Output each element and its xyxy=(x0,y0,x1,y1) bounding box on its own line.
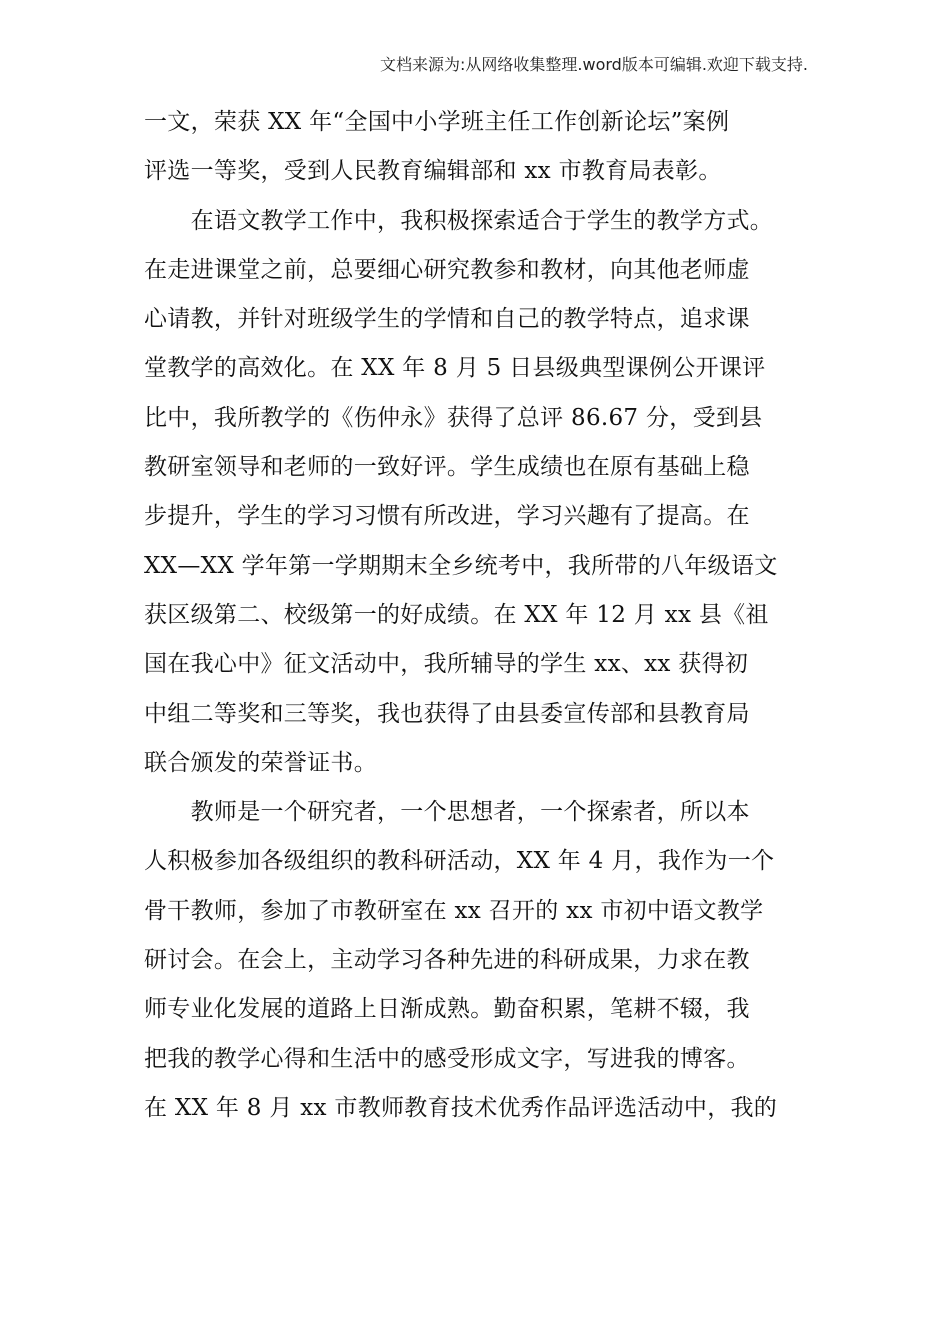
text-line: XX—XX 学年第一学期期末全乡统考中，我所带的八年级语文 xyxy=(144,552,778,579)
text-line: 一文，荣获 XX 年“全国中小学班主任工作创新论坛”案例 xyxy=(144,109,730,135)
text-line: 获区级第二、校级第一的好成绩。在 XX 年 12 月 xx 县《祖 xyxy=(144,601,769,628)
text-line: 在 XX 年 8 月 xx 市教师教育技术优秀作品评选活动中，我的 xyxy=(144,1094,778,1121)
text-line: 人积极参加各级组织的教科研活动，XX 年 4 月，我作为一个 xyxy=(144,848,775,875)
text-line: 步提升，学生的学习习惯有所改进，学习兴趣有了提高。在 xyxy=(144,503,750,530)
text-line: 教师是一个研究者，一个思想者，一个探索者，所以本 xyxy=(144,799,750,826)
text-line: 堂教学的高效化。在 XX 年 8 月 5 日县级典型课例公开课评 xyxy=(144,355,766,382)
text-line: 心请教，并针对班级学生的学情和自己的教学特点，追求课 xyxy=(144,306,750,333)
text-line: 联合颁发的荣誉证书。 xyxy=(144,749,377,776)
text-line: 教研室领导和老师的一致好评。学生成绩也在原有基础上稳 xyxy=(144,454,750,481)
text-line: 把我的教学心得和生活中的感受形成文字，写进我的博客。 xyxy=(144,1045,750,1072)
text-line: 在语文教学工作中，我积极探索适合于学生的教学方式。 xyxy=(144,207,774,234)
body-text xyxy=(144,98,810,1133)
text-line: 骨干教师，参加了市教研室在 xx 召开的 xx 市初中语文教学 xyxy=(144,897,764,924)
text-line: 研讨会。在会上，主动学习各种先进的科研成果，力求在教 xyxy=(144,947,750,974)
text-line: 比中，我所教学的《伤仲永》获得了总评 86.67 分，受到县 xyxy=(144,404,763,431)
text-line: 在走进课堂之前，总要细心研究教参和教材，向其他老师虚 xyxy=(144,256,750,283)
header-note: 文档来源为:从网络收集整理.word版本可编辑.欢迎下载支持. xyxy=(380,55,808,74)
text-line: 师专业化发展的道路上日渐成熟。勤奋积累，笔耕不辍，我 xyxy=(144,996,750,1023)
text-line: 国在我心中》征文活动中，我所辅导的学生 xx、xx 获得初 xyxy=(144,651,749,678)
text-line: 评选一等奖，受到人民教育编辑部和 xx 市教育局表彰。 xyxy=(144,158,722,185)
text-line: 中组二等奖和三等奖，我也获得了由县委宣传部和县教育局 xyxy=(144,700,750,727)
